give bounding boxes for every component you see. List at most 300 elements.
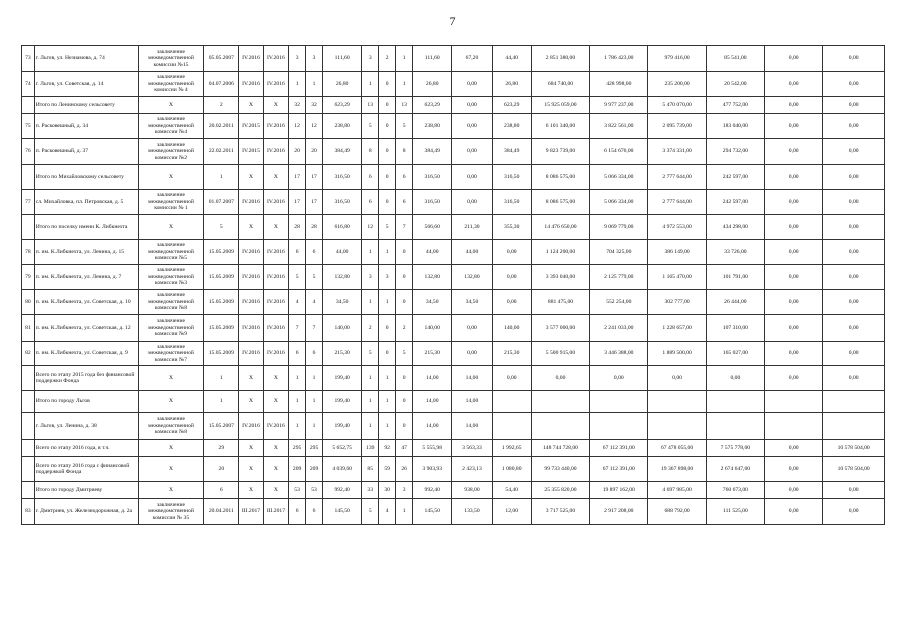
cell-rooms-municipal: 2 — [396, 315, 413, 342]
cell-cost-total: 3 393 040,00 — [531, 265, 589, 290]
cell-plan-start: IV.2016 — [239, 46, 263, 72]
table-row — [22, 46, 885, 72]
table-row — [22, 215, 885, 240]
cell-residents-relocated: 28 — [306, 215, 323, 240]
cell-area-private: 3 563,33 — [452, 440, 492, 457]
cell-area-municipal: 1 992,65 — [492, 440, 531, 457]
cell-cost-extra-2: 0,00 — [823, 139, 885, 165]
cell-area-relocated: 14,00 — [413, 413, 452, 440]
cell-row-number: 76 — [22, 139, 35, 165]
cell-cost-total: 2 851 380,00 — [531, 46, 589, 72]
cell-area-municipal: 0,00 — [492, 265, 531, 290]
cell-residents-relocated: 53 — [306, 482, 323, 499]
cell-residents-relocated: 1 — [306, 366, 323, 391]
cell-residents-relocated: 20 — [306, 139, 323, 165]
cell-cost-total: 25 355 820,00 — [531, 482, 589, 499]
cell-area-municipal: 44,40 — [492, 46, 531, 72]
cell-residents-relocated: 32 — [306, 97, 323, 114]
cell-area-total: 199,40 — [323, 413, 362, 440]
cell-residents-relocated: 1 — [306, 391, 323, 413]
cell-document-date: 1 — [204, 366, 239, 391]
cell-area-relocated: 238,80 — [413, 114, 452, 139]
cell-plan-end: IV.2016 — [263, 265, 288, 290]
cell-plan-end: IV.2016 — [263, 139, 288, 165]
cell-residents-total: 1 — [289, 72, 306, 97]
cell-plan-start: Х — [239, 215, 263, 240]
cell-rooms-private: 5 — [379, 215, 396, 240]
cell-cost-fund: 704 325,00 — [590, 240, 648, 265]
cell-rooms-private: 0 — [379, 114, 396, 139]
cell-cost-region: 2 095 739,00 — [648, 114, 706, 139]
cell-area-total: 992,40 — [323, 482, 362, 499]
cell-document-date: 15.05.2007 — [204, 413, 239, 440]
cell-rooms-municipal: 0 — [396, 366, 413, 391]
cell-rooms-private: 1 — [379, 240, 396, 265]
cell-rooms-private: 0 — [379, 190, 396, 215]
cell-cost-fund: 5 066 334,00 — [590, 165, 648, 190]
cell-address: Итого по поселку имени К. Либкнехта — [34, 215, 138, 240]
register-table — [21, 45, 885, 525]
cell-cost-extra-1 — [765, 413, 823, 440]
cell-rooms-municipal: 1 — [396, 72, 413, 97]
cell-cost-extra-1: 0,00 — [765, 290, 823, 315]
cell-cost-extra-2: 0,00 — [823, 499, 885, 525]
cell-rooms-municipal: 0 — [396, 391, 413, 413]
cell-cost-extra-1: 0,00 — [765, 499, 823, 525]
cell-rooms-total: 1 — [362, 413, 379, 440]
cell-cost-extra-2: 0,00 — [823, 46, 885, 72]
cell-rooms-private: 0 — [379, 342, 396, 366]
cell-area-relocated: 14,00 — [413, 391, 452, 413]
cell-plan-end: IV.2016 — [263, 315, 288, 342]
cell-document-date: 1 — [204, 165, 239, 190]
cell-rooms-private: 0 — [379, 165, 396, 190]
cell-plan-end: III.2017 — [263, 499, 288, 525]
cell-residents-relocated: 6 — [306, 499, 323, 525]
cell-document-date: 2 — [204, 97, 239, 114]
table-row — [22, 165, 885, 190]
cell-plan-start: Х — [239, 366, 263, 391]
cell-residents-total: 1 — [289, 413, 306, 440]
cell-cost-extra-1: 0,00 — [765, 165, 823, 190]
table-row — [22, 190, 885, 215]
cell-rooms-municipal: 3 — [396, 482, 413, 499]
cell-cost-extra-2: 0,00 — [823, 97, 885, 114]
page-number: 7 — [449, 14, 456, 28]
cell-residents-total: 5 — [289, 265, 306, 290]
cell-rooms-private: 1 — [379, 391, 396, 413]
cell-area-relocated: 44,00 — [413, 240, 452, 265]
cell-row-number — [22, 215, 35, 240]
cell-row-number — [22, 165, 35, 190]
cell-cost-extra-2: 0,00 — [823, 165, 885, 190]
cell-cost-local: 183 040,00 — [706, 114, 764, 139]
cell-basis-document: заключение межведомственной комиссии №7 — [138, 342, 204, 366]
cell-cost-total: 8 086 575,00 — [531, 190, 589, 215]
cell-cost-region: 386 149,00 — [648, 240, 706, 265]
cell-cost-total: 14 476 650,00 — [531, 215, 589, 240]
cell-address: п. им. К.Либкнехта, ул. Советская, д. 10 — [34, 290, 138, 315]
cell-cost-extra-1: 0,00 — [765, 114, 823, 139]
cell-row-number — [22, 457, 35, 482]
cell-cost-extra-1: 0,00 — [765, 97, 823, 114]
table-row — [22, 240, 885, 265]
cell-area-relocated: 3 903,93 — [413, 457, 452, 482]
cell-area-relocated: 140,00 — [413, 315, 452, 342]
cell-document-date: 22.02.2011 — [204, 139, 239, 165]
cell-cost-region: 235 200,00 — [648, 72, 706, 97]
cell-cost-extra-2: 0,00 — [823, 366, 885, 391]
cell-cost-extra-2: 0,00 — [823, 482, 885, 499]
cell-cost-fund: 2 917 208,00 — [590, 499, 648, 525]
cell-area-total: 4 039,60 — [323, 457, 362, 482]
cell-residents-relocated: 7 — [306, 315, 323, 342]
cell-rooms-municipal: 13 — [396, 97, 413, 114]
cell-rooms-municipal: 0 — [396, 413, 413, 440]
cell-row-number: 77 — [22, 190, 35, 215]
cell-residents-total: 7 — [289, 315, 306, 342]
table-row — [22, 265, 885, 290]
cell-cost-total: 3 577 000,00 — [531, 315, 589, 342]
cell-row-number: 74 — [22, 72, 35, 97]
cell-cost-local: 85 541,00 — [706, 46, 764, 72]
cell-document-date: 15.05.2009 — [204, 315, 239, 342]
cell-cost-fund: 0,00 — [590, 366, 648, 391]
cell-area-relocated: 14,00 — [413, 366, 452, 391]
cell-plan-start: Х — [239, 97, 263, 114]
cell-plan-end: IV.2016 — [263, 240, 288, 265]
cell-area-private: 44,00 — [452, 240, 492, 265]
cell-row-number — [22, 482, 35, 499]
cell-cost-total: 1 124 200,00 — [531, 240, 589, 265]
cell-cost-extra-1: 0,00 — [765, 265, 823, 290]
cell-address: Итого по Михайловскому сельсовету — [34, 165, 138, 190]
cell-cost-region: 2 777 644,00 — [648, 165, 706, 190]
cell-cost-extra-2: 0,00 — [823, 265, 885, 290]
cell-rooms-total: 13 — [362, 97, 379, 114]
cell-area-private: 0,00 — [452, 165, 492, 190]
cell-cost-extra-1: 0,00 — [765, 315, 823, 342]
cell-area-total: 140,00 — [323, 315, 362, 342]
cell-area-municipal: 140,00 — [492, 315, 531, 342]
cell-rooms-private: 4 — [379, 499, 396, 525]
cell-plan-start: Х — [239, 165, 263, 190]
table-row — [22, 114, 885, 139]
cell-address: г. Дмитриев, ул. Железнодорожная, д. 2а — [34, 499, 138, 525]
cell-basis-document: Х — [138, 440, 204, 457]
cell-cost-extra-1: 0,00 — [765, 215, 823, 240]
cell-cost-region: 67 478 055,00 — [648, 440, 706, 457]
cell-basis-document: Х — [138, 215, 204, 240]
cell-address: г. Льгов, ул. Советская, д. 14 — [34, 72, 138, 97]
cell-rooms-total: 1 — [362, 240, 379, 265]
cell-cost-fund: 428 998,00 — [590, 72, 648, 97]
cell-plan-end: Х — [263, 440, 288, 457]
cell-area-total: 132,80 — [323, 265, 362, 290]
cell-area-total: 145,50 — [323, 499, 362, 525]
cell-cost-local: 294 732,00 — [706, 139, 764, 165]
cell-plan-start: IV.2016 — [239, 72, 263, 97]
cell-plan-start: Х — [239, 391, 263, 413]
cell-cost-region: 5 470 070,00 — [648, 97, 706, 114]
cell-cost-fund: 5 066 334,00 — [590, 190, 648, 215]
cell-basis-document: заключение межведомственной комиссии № 35 — [138, 499, 204, 525]
cell-row-number: 80 — [22, 290, 35, 315]
cell-rooms-municipal: 0 — [396, 290, 413, 315]
cell-area-private: 0,00 — [452, 342, 492, 366]
table-row — [22, 457, 885, 482]
cell-document-date: 01.07.2007 — [204, 190, 239, 215]
cell-rooms-total: 85 — [362, 457, 379, 482]
cell-area-municipal: 1 080,80 — [492, 457, 531, 482]
cell-cost-local: 242 597,00 — [706, 165, 764, 190]
cell-plan-end: Х — [263, 97, 288, 114]
cell-area-total: 5 652,75 — [323, 440, 362, 457]
table-row — [22, 482, 885, 499]
cell-rooms-municipal: 5 — [396, 342, 413, 366]
cell-cost-extra-2: 10 578 504,00 — [823, 440, 885, 457]
cell-area-municipal: 0,00 — [492, 366, 531, 391]
cell-area-relocated: 316,50 — [413, 190, 452, 215]
cell-cost-extra-1: 0,00 — [765, 366, 823, 391]
cell-cost-total — [531, 413, 589, 440]
cell-cost-local: 165 027,00 — [706, 342, 764, 366]
cell-basis-document: Х — [138, 366, 204, 391]
cell-address: г. Льгов, ул. Ленина, д. 38 — [34, 413, 138, 440]
cell-plan-end: IV.2016 — [263, 72, 288, 97]
cell-rooms-private: 92 — [379, 440, 396, 457]
cell-rooms-private: 2 — [379, 46, 396, 72]
cell-basis-document: Х — [138, 391, 204, 413]
cell-cost-local: 760 673,00 — [706, 482, 764, 499]
cell-address: Итого по Ленинскому сельсовету — [34, 97, 138, 114]
table-row — [22, 290, 885, 315]
cell-cost-fund — [590, 391, 648, 413]
cell-cost-extra-2: 0,00 — [823, 342, 885, 366]
cell-area-private: 14,00 — [452, 366, 492, 391]
cell-cost-fund: 2 241 033,00 — [590, 315, 648, 342]
cell-residents-total: 28 — [289, 215, 306, 240]
cell-rooms-total: 8 — [362, 139, 379, 165]
cell-residents-total: 32 — [289, 97, 306, 114]
cell-document-date: 15.05.2009 — [204, 265, 239, 290]
cell-address: сл. Михайловка, пл. Петровская, д. 5 — [34, 190, 138, 215]
cell-cost-extra-1: 0,00 — [765, 240, 823, 265]
cell-residents-relocated: 1 — [306, 72, 323, 97]
cell-area-municipal: 623,29 — [492, 97, 531, 114]
cell-row-number: 83 — [22, 499, 35, 525]
cell-residents-relocated: 3 — [306, 46, 323, 72]
cell-cost-extra-2: 0,00 — [823, 72, 885, 97]
cell-residents-total: 20 — [289, 139, 306, 165]
cell-cost-fund: 19 897 162,00 — [590, 482, 648, 499]
cell-plan-end: Х — [263, 391, 288, 413]
cell-address: Всего по этапу 2015 года без финансовой поддержки Фонда — [34, 366, 138, 391]
cell-area-private: 2 423,13 — [452, 457, 492, 482]
cell-rooms-municipal: 47 — [396, 440, 413, 457]
cell-area-total: 44,00 — [323, 240, 362, 265]
cell-area-private: 0,00 — [452, 139, 492, 165]
cell-plan-start: Х — [239, 457, 263, 482]
cell-cost-fund — [590, 413, 648, 440]
cell-residents-total: 295 — [289, 440, 306, 457]
cell-cost-region: 4 697 985,00 — [648, 482, 706, 499]
cell-basis-document: заключение межведомственной комиссии №5 — [138, 240, 204, 265]
cell-residents-relocated: 4 — [306, 290, 323, 315]
cell-rooms-municipal: 0 — [396, 240, 413, 265]
cell-rooms-municipal: 1 — [396, 46, 413, 72]
cell-cost-extra-2 — [823, 413, 885, 440]
cell-area-relocated: 34,50 — [413, 290, 452, 315]
cell-area-total: 623,29 — [323, 97, 362, 114]
cell-cost-local: 107 310,00 — [706, 315, 764, 342]
table-row — [22, 72, 885, 97]
cell-document-date: 05.05.2007 — [204, 46, 239, 72]
cell-cost-total: 684 740,00 — [531, 72, 589, 97]
cell-residents-relocated: 6 — [306, 240, 323, 265]
cell-area-private: 14,00 — [452, 413, 492, 440]
table-row — [22, 139, 885, 165]
cell-rooms-total: 6 — [362, 190, 379, 215]
cell-cost-region: 688 792,00 — [648, 499, 706, 525]
cell-area-total: 238,80 — [323, 114, 362, 139]
cell-basis-document: заключение межведомственной комиссии №4 — [138, 114, 204, 139]
cell-cost-region: 19 367 898,00 — [648, 457, 706, 482]
cell-cost-total: 9 823 739,00 — [531, 139, 589, 165]
cell-area-municipal: 0,00 — [492, 240, 531, 265]
cell-area-municipal: 215,30 — [492, 342, 531, 366]
cell-cost-extra-1: 0,00 — [765, 139, 823, 165]
cell-cost-local: 2 674 647,00 — [706, 457, 764, 482]
cell-rooms-private: 0 — [379, 72, 396, 97]
cell-cost-region — [648, 391, 706, 413]
cell-cost-total: 8 086 575,00 — [531, 165, 589, 190]
cell-row-number — [22, 440, 35, 457]
cell-document-date: 15.05.2009 — [204, 342, 239, 366]
cell-rooms-total: 1 — [362, 391, 379, 413]
cell-residents-relocated: 17 — [306, 190, 323, 215]
cell-cost-extra-1: 0,00 — [765, 457, 823, 482]
cell-rooms-private: 1 — [379, 366, 396, 391]
cell-residents-relocated: 12 — [306, 114, 323, 139]
cell-basis-document: Х — [138, 457, 204, 482]
cell-plan-end: Х — [263, 366, 288, 391]
cell-cost-local — [706, 413, 764, 440]
cell-address: Всего по этапу 2016 года, в т.ч. — [34, 440, 138, 457]
cell-area-total: 199,40 — [323, 366, 362, 391]
cell-row-number: 78 — [22, 240, 35, 265]
cell-basis-document: заключение межведомственной комиссии №3 — [138, 265, 204, 290]
cell-area-relocated: 384,49 — [413, 139, 452, 165]
cell-cost-fund: 9 977 237,00 — [590, 97, 648, 114]
cell-cost-local: 20 542,00 — [706, 72, 764, 97]
cell-cost-local: 7 575 778,00 — [706, 440, 764, 457]
cell-address: Итого по городу Дмитриеву — [34, 482, 138, 499]
cell-plan-start: Х — [239, 440, 263, 457]
cell-basis-document: заключение межведомственной комиссии №8 — [138, 290, 204, 315]
cell-residents-total: 209 — [289, 457, 306, 482]
table-row — [22, 97, 885, 114]
cell-plan-start: IV.2016 — [239, 315, 263, 342]
cell-document-date: 20.02.2011 — [204, 114, 239, 139]
cell-residents-total: 17 — [289, 165, 306, 190]
cell-rooms-private: 0 — [379, 97, 396, 114]
cell-basis-document: Х — [138, 97, 204, 114]
cell-cost-fund: 9 069 779,00 — [590, 215, 648, 240]
table-row — [22, 342, 885, 366]
cell-cost-extra-2: 0,00 — [823, 240, 885, 265]
cell-basis-document: заключение межведомственной комиссии № 4 — [138, 72, 204, 97]
cell-cost-extra-1 — [765, 391, 823, 413]
cell-rooms-municipal: 5 — [396, 114, 413, 139]
cell-document-date: 15.05.2009 — [204, 240, 239, 265]
cell-document-date: 1 — [204, 391, 239, 413]
cell-rooms-private: 1 — [379, 413, 396, 440]
cell-rooms-private: 3 — [379, 265, 396, 290]
cell-plan-end: Х — [263, 482, 288, 499]
cell-area-relocated: 215,30 — [413, 342, 452, 366]
cell-row-number — [22, 366, 35, 391]
cell-cost-local: 111 525,00 — [706, 499, 764, 525]
cell-residents-relocated: 5 — [306, 265, 323, 290]
cell-residents-total: 1 — [289, 366, 306, 391]
cell-rooms-total: 6 — [362, 165, 379, 190]
cell-cost-region: 2 777 644,00 — [648, 190, 706, 215]
cell-residents-relocated: 295 — [306, 440, 323, 457]
cell-cost-region: 1 889 500,00 — [648, 342, 706, 366]
cell-address: п. им. К.Либкнехта, ул. Советская, д. 9 — [34, 342, 138, 366]
cell-area-total: 34,50 — [323, 290, 362, 315]
cell-cost-region: 979 416,00 — [648, 46, 706, 72]
table-row — [22, 366, 885, 391]
cell-rooms-total: 5 — [362, 499, 379, 525]
cell-document-date: 6 — [204, 482, 239, 499]
cell-address: Всего по этапу 2016 года с финансовой поддержкой Фонда — [34, 457, 138, 482]
cell-cost-total: 5 500 915,00 — [531, 342, 589, 366]
cell-residents-relocated: 17 — [306, 165, 323, 190]
cell-rooms-municipal: 6 — [396, 190, 413, 215]
cell-address: г. Льгов, ул. Незнамова, д. 74 — [34, 46, 138, 72]
cell-area-relocated: 623,29 — [413, 97, 452, 114]
cell-area-relocated: 26,80 — [413, 72, 452, 97]
cell-cost-extra-2: 0,00 — [823, 114, 885, 139]
cell-rooms-municipal: 6 — [396, 165, 413, 190]
cell-cost-fund: 67 112 391,00 — [590, 440, 648, 457]
cell-area-municipal: 26,80 — [492, 72, 531, 97]
cell-address: п. им. К.Либкнехта, ул. Ленина, д. 7 — [34, 265, 138, 290]
cell-area-relocated: 566,60 — [413, 215, 452, 240]
cell-cost-extra-2: 0,00 — [823, 215, 885, 240]
cell-rooms-total: 1 — [362, 72, 379, 97]
cell-residents-total: 4 — [289, 290, 306, 315]
cell-rooms-municipal: 7 — [396, 215, 413, 240]
cell-area-private: 0,00 — [452, 315, 492, 342]
cell-residents-total: 6 — [289, 240, 306, 265]
cell-rooms-total: 3 — [362, 265, 379, 290]
cell-area-relocated: 145,50 — [413, 499, 452, 525]
cell-area-private: 0,00 — [452, 72, 492, 97]
cell-basis-document: заключение межведомственной комиссии №9 — [138, 315, 204, 342]
table-row — [22, 391, 885, 413]
cell-cost-fund: 1 786 423,00 — [590, 46, 648, 72]
cell-area-relocated: 992,40 — [413, 482, 452, 499]
cell-area-municipal: 384,49 — [492, 139, 531, 165]
cell-row-number: 81 — [22, 315, 35, 342]
cell-residents-total: 17 — [289, 190, 306, 215]
cell-area-relocated: 316,50 — [413, 165, 452, 190]
cell-rooms-total: 1 — [362, 290, 379, 315]
cell-plan-start: III.2017 — [239, 499, 263, 525]
